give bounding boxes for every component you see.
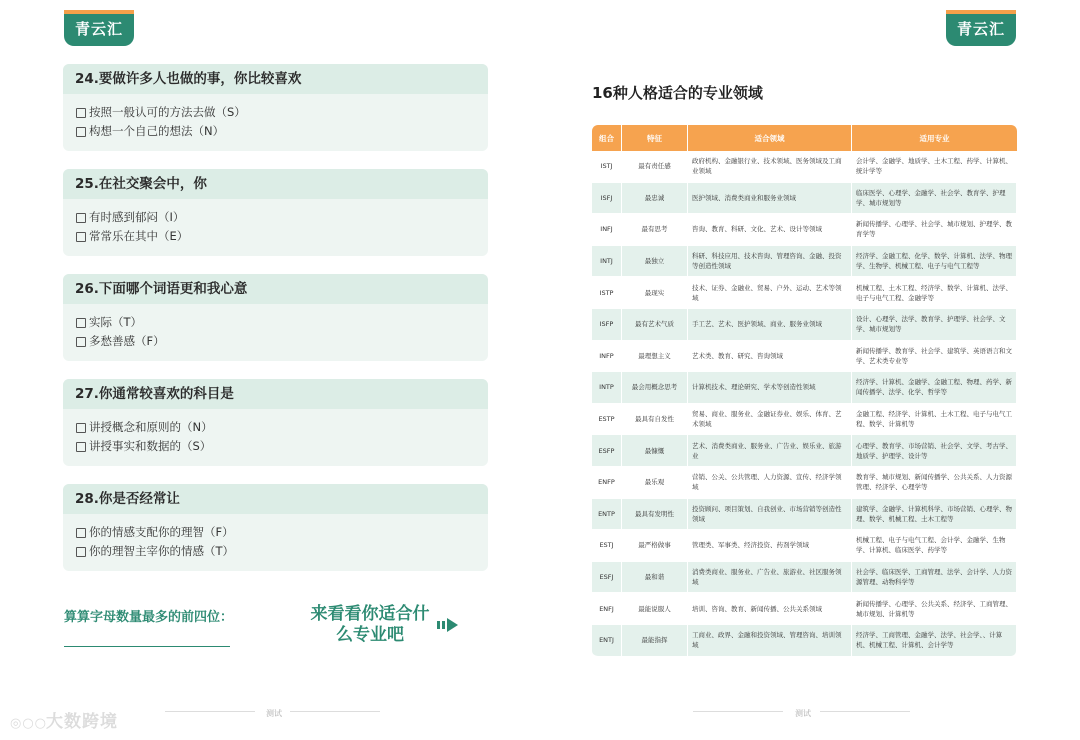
option-label: 讲授概念和原则的（N）: [89, 420, 213, 434]
cell-field: 工商业、政界、金融和投资领域、管理咨询、培训领域: [688, 625, 852, 657]
option-item[interactable]: [76, 208, 488, 227]
table-row: [592, 151, 1017, 183]
watermark-text: 大数跨境: [46, 712, 118, 732]
header-trait: 特征: [622, 125, 688, 151]
table-row: [592, 562, 1017, 594]
cell-type: INTJ: [592, 246, 622, 278]
cell-major: 设计、心理学、法学、教育学、护理学、社会学、文学、城市规划等: [852, 309, 1017, 341]
question-options: [63, 409, 488, 466]
cell-trait: 最具有发明性: [622, 499, 688, 531]
cell-major: 建筑学、金融学、计算机科学、市场营销、心理学、物理、数学、机械工程、土木工程等: [852, 499, 1017, 531]
question-title: 28.你是否经常让: [63, 484, 488, 514]
cell-major: 经济学、工商管理、金融学、法学、社会学、、计算机、机械工程、计算机、会计学等: [852, 625, 1017, 657]
footer-label-left: 测试: [266, 709, 282, 718]
cell-field: 艺术类、教育、研究、咨询领域: [688, 341, 852, 373]
cell-field: 营销、公关、公共管理、人力资源、宣传、经济学领域: [688, 467, 852, 499]
brand-logo-right: 青云汇: [946, 10, 1016, 46]
option-label: 讲授事实和数据的（S）: [89, 439, 212, 453]
header-type: 组合: [592, 125, 622, 151]
cell-major: 会计学、金融学、地质学、土木工程、药学、计算机、统计学等: [852, 151, 1017, 183]
cta-text: 来看看你适合什么专业吧: [310, 604, 430, 645]
cell-type: INFP: [592, 341, 622, 373]
option-label: 实际（T）: [89, 315, 143, 329]
cell-type: ENFP: [592, 467, 622, 499]
table-row: [592, 404, 1017, 436]
question-title: 27.你通常较喜欢的科目是: [63, 379, 488, 409]
question-block: [63, 379, 488, 466]
option-item[interactable]: [76, 227, 488, 246]
arrow-right-icon: [437, 617, 459, 633]
option-label: 有时感到郁闷（I）: [89, 210, 185, 224]
cell-major: 经济学、计算机、金融学、金融工程、物理、药学、新闻传播学、法学、化学、哲学等: [852, 372, 1017, 404]
question-block: [63, 169, 488, 256]
table-row: [592, 435, 1017, 467]
cell-field: 技术、证券、金融业、贸易、户外、运动、艺术等领域: [688, 277, 852, 309]
option-label: 常常乐在其中（E）: [89, 229, 189, 243]
page-title: 16种人格适合的专业领域: [592, 84, 763, 102]
cell-type: ESTJ: [592, 530, 622, 562]
cell-field: 投资顾问、项目策划、自我创业、市场营销等创造性领域: [688, 499, 852, 531]
checkbox[interactable]: [76, 528, 86, 538]
cell-trait: 最和谐: [622, 562, 688, 594]
footer-rule-left: [165, 711, 255, 712]
cell-trait: 最慷慨: [622, 435, 688, 467]
cell-major: 社会学、临床医学、工商管理、法学、会计学、人力资源管理、动物科学等: [852, 562, 1017, 594]
checkbox[interactable]: [76, 127, 86, 137]
option-label: 构想一个自己的想法（N）: [89, 124, 225, 138]
cell-trait: 最有艺术气质: [622, 309, 688, 341]
checkbox[interactable]: [76, 442, 86, 452]
question-block: [63, 64, 488, 151]
table-row: [592, 309, 1017, 341]
option-label: 你的情感支配你的理智（F）: [89, 525, 234, 539]
cell-trait: 最现实: [622, 277, 688, 309]
question-block: [63, 274, 488, 361]
cell-type: ISFJ: [592, 183, 622, 215]
table-row: [592, 593, 1017, 625]
checkbox[interactable]: [76, 423, 86, 433]
checkbox[interactable]: [76, 232, 86, 242]
option-item[interactable]: [76, 542, 488, 561]
question-options: [63, 304, 488, 361]
option-item[interactable]: [76, 523, 488, 542]
cell-field: 计算机技术、理论研究、学术等创造性领域: [688, 372, 852, 404]
table-row: [592, 183, 1017, 215]
cell-trait: 最会用概念思考: [622, 372, 688, 404]
cell-field: 管理类、军事类、经济投资、药剂学领域: [688, 530, 852, 562]
brand-logo: 青云汇: [64, 10, 134, 46]
option-item[interactable]: [76, 332, 488, 351]
cell-trait: 最严格做事: [622, 530, 688, 562]
cell-trait: 最乐观: [622, 467, 688, 499]
table-row: [592, 530, 1017, 562]
footer-label-right: 测试: [795, 709, 811, 718]
option-label: 你的理智主宰你的情感（T）: [89, 544, 235, 558]
table-row: [592, 625, 1017, 657]
cell-major: 心理学、教育学、市场营销、社会学、文学、考古学、地质学、护理学、设计等: [852, 435, 1017, 467]
table-row: [592, 246, 1017, 278]
footer-rule-left-2: [290, 711, 380, 712]
cell-type: ENTJ: [592, 625, 622, 657]
cell-field: 消费类商业、服务业、广告业、旅游业、社区服务领域: [688, 562, 852, 594]
option-item[interactable]: [76, 313, 488, 332]
table-row: [592, 277, 1017, 309]
checkbox[interactable]: [76, 318, 86, 328]
cell-field: 艺术、消费类商业、服务业、广告业、娱乐业、旅游业: [688, 435, 852, 467]
option-item[interactable]: [76, 122, 488, 141]
cell-field: 贸易、商业、服务业、金融证券业、娱乐、体育、艺术领域: [688, 404, 852, 436]
cell-type: ISTP: [592, 277, 622, 309]
cell-type: INTP: [592, 372, 622, 404]
table-row: [592, 499, 1017, 531]
watermark-logo-icon: ◎○○: [10, 716, 48, 731]
option-item[interactable]: [76, 103, 488, 122]
option-label: 按照一般认可的方法去做（S）: [89, 105, 246, 119]
cell-major: 经济学、金融工程、化学、数学、计算机、法学、物理学、生物学、机械工程、电子与电气工程等: [852, 246, 1017, 278]
cell-field: 手工艺、艺术、医护领域、商业、服务业领域: [688, 309, 852, 341]
option-item[interactable]: [76, 437, 488, 456]
cell-major: 金融工程、经济学、计算机、土木工程、电子与电气工程、数学、计算机等: [852, 404, 1017, 436]
question-title: 24.要做许多人也做的事，你比较喜欢: [63, 64, 488, 94]
cell-major: 机械工程、土木工程、经济学、数学、计算机、法学、电子与电气工程、金融学等: [852, 277, 1017, 309]
cell-trait: 最能说服人: [622, 593, 688, 625]
table-header-row: [592, 125, 1017, 151]
cell-type: ESFJ: [592, 562, 622, 594]
option-label: 多愁善感（F）: [89, 334, 165, 348]
question-options: [63, 94, 488, 151]
header-major: 适用专业: [852, 125, 1017, 151]
cell-field: 医护领域、消费类商业和服务业领域: [688, 183, 852, 215]
count-prompt: 算算字母数量最多的前四位：: [64, 610, 234, 625]
cell-major: 教育学、城市规划、新闻传播学、公共关系、人力资源管理、经济学、心理学等: [852, 467, 1017, 499]
table-row: [592, 341, 1017, 373]
cell-major: 机械工程、电子与电气工程、会计学、金融学、生物学、计算机、临床医学、药学等: [852, 530, 1017, 562]
cell-type: ENFJ: [592, 593, 622, 625]
cell-field: 科研、科技应用、技术咨询、管理咨询、金融、投资等创造性领域: [688, 246, 852, 278]
cell-major: 新闻传播学、心理学、社会学、城市规划、护理学、教育学等: [852, 214, 1017, 246]
table-row: [592, 214, 1017, 246]
cell-field: 咨询、教育、科研、文化、艺术、设计等领域: [688, 214, 852, 246]
cell-field: 政府机构、金融银行业、技术领域、医务领域及工商业领域: [688, 151, 852, 183]
header-field: 适合领域: [688, 125, 852, 151]
cell-type: ISFP: [592, 309, 622, 341]
cell-trait: 最有思考: [622, 214, 688, 246]
checkbox[interactable]: [76, 108, 86, 118]
cell-type: INFJ: [592, 214, 622, 246]
question-options: [63, 514, 488, 571]
checkbox[interactable]: [76, 547, 86, 557]
question-options: [63, 199, 488, 256]
question-title: 26.下面哪个词语更和我心意: [63, 274, 488, 304]
cell-type: ESTP: [592, 404, 622, 436]
question-block: [63, 484, 488, 571]
question-title: 25.在社交聚会中，你: [63, 169, 488, 199]
table-row: [592, 372, 1017, 404]
answer-line: [64, 646, 230, 647]
watermark: [10, 707, 118, 732]
cell-trait: 最理想主义: [622, 341, 688, 373]
checkbox[interactable]: [76, 213, 86, 223]
personality-major-table: [592, 125, 1017, 657]
table-row: [592, 467, 1017, 499]
cell-trait: 最忠诚: [622, 183, 688, 215]
footer-rule-right-2: [820, 711, 910, 712]
footer-rule-right: [693, 711, 783, 712]
option-item[interactable]: [76, 418, 488, 437]
checkbox[interactable]: [76, 337, 86, 347]
cell-trait: 最具有自发性: [622, 404, 688, 436]
cell-type: ENTP: [592, 499, 622, 531]
cell-major: 新闻传播学、心理学、公共关系、经济学、工商管理、城市规划、计算机等: [852, 593, 1017, 625]
cell-major: 临床医学、心理学、金融学、社会学、教育学、护理学、城市规划等: [852, 183, 1017, 215]
cell-trait: 最有责任感: [622, 151, 688, 183]
cell-major: 新闻传播学、教育学、社会学、建筑学、英语语言和文学、艺术类专业等: [852, 341, 1017, 373]
cell-field: 培训、咨询、教育、新闻传播、公共关系领域: [688, 593, 852, 625]
cell-trait: 最独立: [622, 246, 688, 278]
cell-type: ESFP: [592, 435, 622, 467]
cell-type: ISTJ: [592, 151, 622, 183]
cell-trait: 最能指挥: [622, 625, 688, 657]
